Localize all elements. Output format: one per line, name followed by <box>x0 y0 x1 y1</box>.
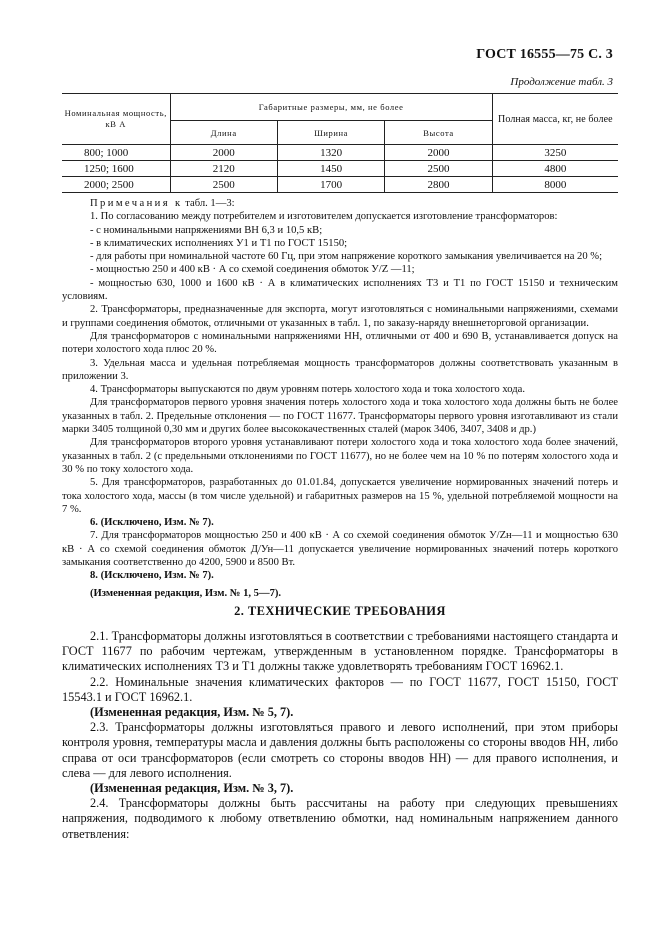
cell-power: 1250; 1600 <box>62 161 170 177</box>
note-2: 2. Трансформаторы, предназначенные для экспорта, могут изготовляться с номинальными напряжениями, схемами и группами соединения обмоток, отличными от указанных в табл. 1, по заказу-наряду внешнеторговой организации. <box>62 304 618 329</box>
cell-length: 2120 <box>170 161 277 177</box>
cell-width: 1450 <box>277 161 384 177</box>
note-5: 5. Для трансформаторов, разработанных до 01.01.84, допускается увеличение нормированных значений потерь и тока холостого хода, массы (в том числе удельной) и габаритных размеров на 15 %, удельной потребляемой мощности на 7 %. <box>62 477 618 515</box>
note-8: 8. (Исключено, Изм. № 7). <box>90 570 214 582</box>
cell-height: 2000 <box>385 145 492 161</box>
cell-mass: 8000 <box>492 177 618 193</box>
header-width: Ширина <box>277 121 384 145</box>
page-header: ГОСТ 16555—75 С. 3 <box>476 47 613 62</box>
section-title: 2. ТЕХНИЧЕСКИЕ ТРЕБОВАНИЯ <box>234 604 446 618</box>
note-7: 7. Для трансформаторов мощностью 250 и 400 кВ · А со схемой соединения обмоток У/Zн—11 и мощностью 630 кВ · А со схемой соединения обмоток Д/Ун—11 допускается увеличение нормированных значений потерь короткого замыкания соответственно до 4200, 5900 и 8500 Вт. <box>62 530 618 569</box>
cell-length: 2000 <box>170 145 277 161</box>
note-1d: - мощностью 250 и 400 кВ · А со схемой соединения обмоток У/Z —11; <box>90 264 415 276</box>
header-mass: Полная масса, кг, не более <box>492 94 618 145</box>
notes-heading-rest: табл. 1—3: <box>185 198 235 209</box>
notes-heading-label: Примечания к <box>90 198 183 209</box>
header-length: Длина <box>170 121 277 145</box>
cell-mass: 3250 <box>492 145 618 161</box>
table-continuation-label: Продолжение табл. 3 <box>510 76 613 88</box>
table-notes <box>62 197 618 600</box>
header-power: Номинальная мощность, кВ А <box>62 94 170 145</box>
note-1b: - в климатических исполнениях У1 и Т1 по ГОСТ 15150; <box>90 237 348 249</box>
cell-height: 2800 <box>385 177 492 193</box>
note-1c: - для работы при номинальной частоте 60 Гц, при этом напряжение короткого замыкания увеличивается на 20 %; <box>90 251 603 263</box>
cell-mass: 4800 <box>492 161 618 177</box>
dimensions-table <box>62 93 618 193</box>
notes-amendment: (Измененная редакция, Изм. № 1, 5—7). <box>90 587 282 599</box>
cell-width: 1320 <box>277 145 384 161</box>
cell-length: 2500 <box>170 177 277 193</box>
clause-2-3-amendment: (Измененная редакция, Изм. № 3, 7). <box>90 781 294 796</box>
notes-heading <box>62 197 618 210</box>
clause-2-1: 2.1. Трансформаторы должны изготовляться в соответствии с требованиями настоящего стандарта и ГОСТ 11677 по рабочим чертежам, утвержденным в установленном порядке. Трансформаторы в климатических исполнениях Т3 и Т1 должны также удовлетворять требованиям ГОСТ 16962.1. <box>62 629 618 674</box>
cell-height: 2500 <box>385 161 492 177</box>
note-6: 6. (Исключено, Изм. № 7). <box>90 517 214 529</box>
header-height: Высота <box>385 121 492 145</box>
cell-power: 2000; 2500 <box>62 177 170 193</box>
clause-2-4: 2.4. Трансформаторы должны быть рассчитаны на работу при следующих превышениях напряжения, подводимого к любому ответвлению обмотки, над номинальным напряжением данного ответвления: <box>62 796 618 841</box>
section-body <box>62 629 618 842</box>
note-4a: Для трансформаторов первого уровня значения потерь холостого хода и тока холостого хода должны быть не более указанных в табл. 2. Предельные отклонения — по ГОСТ 11677. Трансформаторы первого уровня изготавливают из стали марки 3405 толщиной 0,30 мм и других более высококачественных сталей (марок 3406, 3407, 3408 и др.) <box>62 397 618 436</box>
note-2a: Для трансформаторов с номинальными напряжениями НН, отличными от 400 и 690 В, устанавливается допуск на потери холостого хода плюс 20 %. <box>62 330 618 356</box>
clause-2-2: 2.2. Номинальные значения климатических факторов — по ГОСТ 11677, ГОСТ 15150, ГОСТ 15543.1 и ГОСТ 16962.1. <box>62 674 618 704</box>
header-dimensions: Габаритные размеры, мм, не более <box>170 94 492 121</box>
note-4: 4. Трансформаторы выпускаются по двум уровням потерь холостого хода и тока холостого хода. <box>90 384 525 396</box>
cell-width: 1700 <box>277 177 384 193</box>
note-1e: - мощностью 630, 1000 и 1600 кВ · А в климатических исполнениях Т3 и Т1 по ГОСТ 15150 и техническим условиям. <box>62 277 618 303</box>
note-1: 1. По согласованию между потребителем и изготовителем допускается изготовление трансформаторов: <box>90 211 558 223</box>
table-row <box>62 145 618 161</box>
note-4b: Для трансформаторов второго уровня устанавливают потери холостого хода и тока холостого хода более значений, указанных в табл. 2 (с предельными отклонениями по ГОСТ 11677), но не более чем на 10 % по потерям холостого хода и 30 % по току холостого хода. <box>62 437 618 475</box>
clause-2-3: 2.3. Трансформаторы должны изготовляться правого и левого исполнений, при этом приборы контроля уровня, температуры масла и давления должны быть расположены со стороны вводов НН, либо справа от оси трансформаторов (если смотреть со стороны вводов НН) — для правого исполнения, и слева — для левого исполнения. <box>62 720 618 780</box>
table-row <box>62 177 618 193</box>
note-1a: - с номинальными напряжениями ВН 6,3 и 10,5 кВ; <box>90 224 323 236</box>
cell-power: 800; 1000 <box>62 145 170 161</box>
note-3: 3. Удельная масса и удельная потребляемая мощность трансформаторов должны соответствовать указанным в приложении 3. <box>62 357 618 382</box>
clause-2-2-amendment: (Измененная редакция, Изм. № 5, 7). <box>90 705 294 720</box>
table-row <box>62 161 618 177</box>
